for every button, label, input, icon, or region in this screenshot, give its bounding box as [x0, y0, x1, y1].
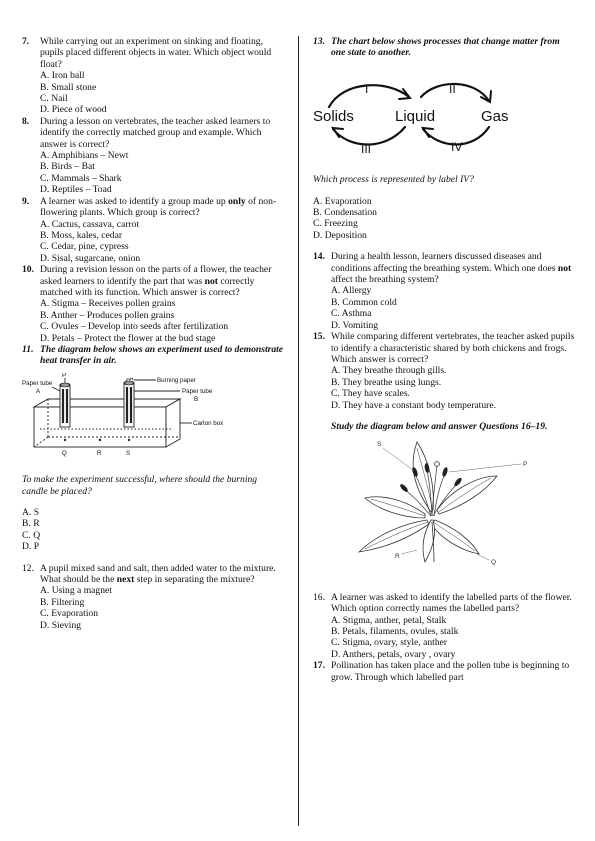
question-text: [40, 563, 284, 586]
heat-transfer-diagram: [22, 373, 284, 467]
question-7: [22, 36, 284, 116]
option-c[interactable]: C. They have scales.: [331, 388, 410, 400]
label-gas: Gas: [481, 107, 509, 125]
label-solids: Solids: [313, 107, 354, 125]
option-b[interactable]: B. Common cold: [331, 296, 397, 308]
question-text: A learner was asked to identify the labelled parts of the flower. Which option correctly names the labelled parts?: [331, 591, 572, 615]
option-d[interactable]: D. Deposition: [313, 229, 367, 241]
text-part: affect the breathing system?: [331, 274, 439, 286]
label-liquid: Liquid: [395, 107, 436, 125]
question-11: [22, 344, 284, 367]
label-paper-tube-b: Paper tube: [182, 387, 213, 395]
text-part: During a revision lesson on the parts of a flower, the teacher asked learners to identify the part that was: [40, 264, 272, 287]
option-d[interactable]: D. Anthers, petals, ovary , ovary: [331, 648, 456, 660]
question-number: 17.: [313, 660, 325, 672]
label-b: B: [194, 395, 199, 403]
option-d[interactable]: D. Piece of wood: [40, 104, 107, 116]
option-d[interactable]: D. Vomiting: [331, 319, 379, 331]
question-text: During a lesson on vertebrates, the teacher asked learners to identify the correctly matched group and example. Which answer is correct?: [40, 115, 271, 150]
question-13-prompt: Which process is represented by label IV?: [313, 174, 474, 186]
question-text: Pollination has taken place and the pollen tube is beginning to grow. Through which labelled part: [331, 660, 570, 683]
question-number: 13.: [313, 36, 325, 47]
left-column: [22, 36, 284, 631]
question-number: 10.: [22, 264, 34, 276]
label-p: P: [62, 372, 67, 379]
text-part: A pupil mixed sand and salt, then added water to the mixture. What should be the: [40, 562, 276, 586]
option-a[interactable]: A. They breathe through gills.: [331, 365, 447, 377]
option-a[interactable]: A. Amphibians – Newt: [40, 150, 129, 162]
option-c[interactable]: C. Mammals – Shark: [40, 172, 122, 184]
option-b[interactable]: B. Anther – Produces pollen grains: [40, 309, 175, 321]
label-p: P: [523, 461, 528, 469]
question-number: 9.: [22, 195, 30, 207]
text-part: correctly matched with its function. Which answer is correct?: [40, 275, 255, 298]
text-part: A learner was asked to identify a group made up: [40, 195, 229, 207]
question-16: [313, 592, 575, 660]
label-i: I: [365, 81, 369, 96]
option-a[interactable]: A. Iron ball: [40, 70, 85, 82]
option-c[interactable]: C. Asthma: [331, 308, 372, 320]
option-c[interactable]: C. Q: [22, 529, 41, 541]
option-d[interactable]: D. Sieving: [40, 619, 82, 631]
option-a[interactable]: A. Allergy: [331, 285, 372, 297]
option-b[interactable]: B. Birds – Bat: [40, 161, 95, 173]
label-s: S: [126, 449, 131, 457]
option-b[interactable]: B. Moss, kales, cedar: [40, 229, 123, 241]
question-text: While comparing different vertebrates, the teacher asked pupils to identify a characteristic shared by both chickens and frogs. Which answer is correct?: [331, 331, 575, 365]
question-13: [313, 36, 575, 59]
question-11-prompt: To make the experiment successful, where should the burning candle be placed?: [22, 474, 258, 497]
question-text: [40, 264, 284, 298]
question-number: 12.: [22, 562, 34, 574]
option-d[interactable]: D. P: [22, 541, 40, 553]
study-instruction: Study the diagram below and answer Questions 16–19.: [331, 420, 548, 432]
label-paper-tube-a: Paper tube: [22, 379, 53, 387]
option-d[interactable]: D. Sisal, sugarcane, onion: [40, 252, 141, 264]
question-15: [313, 331, 575, 411]
option-c[interactable]: C. Evaporation: [40, 608, 99, 620]
emphasis: next: [116, 574, 135, 586]
option-c[interactable]: C. Cedar, pine, cypress: [40, 241, 129, 253]
question-text: While carrying out an experiment on sinking and floating, pupils placed different objects in water. Which object would float?: [40, 36, 272, 70]
emphasis: not: [204, 275, 218, 287]
option-d[interactable]: D. They have a constant body temperature.: [331, 399, 496, 411]
question-17: [313, 660, 575, 683]
option-b[interactable]: B. Condensation: [313, 207, 377, 219]
label-iv: IV: [451, 139, 463, 154]
question-number: 11.: [22, 343, 34, 355]
option-a[interactable]: A. Stigma – Receives pollen grains: [40, 298, 176, 310]
option-b[interactable]: B. R: [22, 518, 40, 530]
label-r: R: [97, 449, 102, 457]
label-iii: III: [361, 141, 372, 156]
question-10: [22, 264, 284, 344]
question-9: [22, 196, 284, 264]
flower-diagram: [313, 436, 575, 566]
question-text: [40, 196, 284, 219]
question-number: 8.: [22, 115, 30, 127]
option-c[interactable]: C. Nail: [40, 93, 68, 105]
column-divider: [298, 36, 299, 826]
text-part: of non-flowering plants. Which group is correct?: [40, 195, 277, 219]
text-part: During a health lesson, learners discussed diseases and conditions affecting the breathing system. Which one does: [331, 251, 558, 274]
label-carton-box: Carton box: [193, 419, 224, 427]
option-a[interactable]: A. Stigma, anther, petal, Stalk: [331, 614, 447, 626]
option-c[interactable]: C. Freezing: [313, 218, 358, 230]
text-part: step in separating the mixture?: [134, 574, 255, 586]
question-number: 16.: [313, 591, 325, 603]
option-b[interactable]: B. They breathe using lungs.: [331, 376, 442, 388]
label-q: Q: [491, 559, 497, 567]
question-number: 15.: [313, 331, 325, 343]
question-text: The diagram below shows an experiment used to demonstrate heat transfer in air.: [40, 343, 284, 367]
option-b[interactable]: B. Filtering: [40, 596, 85, 608]
question-number: 14.: [313, 251, 325, 263]
emphasis: only: [228, 195, 246, 207]
label-q: Q: [62, 449, 67, 457]
emphasis: not: [557, 262, 572, 274]
option-a[interactable]: A. S: [22, 507, 40, 518]
label-s: S: [377, 441, 382, 449]
question-14: [313, 251, 575, 331]
label-burning-paper: Burning paper: [157, 376, 196, 384]
question-number: 7.: [22, 36, 30, 47]
question-text: The chart below shows processes that change matter from one state to another.: [331, 36, 560, 59]
label-ii: II: [449, 81, 456, 96]
question-text: [331, 251, 575, 285]
option-d[interactable]: D. Reptiles – Toad: [40, 184, 112, 196]
option-b[interactable]: B. Small stone: [40, 81, 97, 93]
question-12: [22, 563, 284, 631]
option-c[interactable]: C. Stigma, ovary, style, anther: [331, 637, 448, 649]
option-a[interactable]: A. Using a magnet: [40, 585, 112, 597]
option-d[interactable]: D. Petals – Protect the flower at the bud stage: [40, 332, 216, 344]
states-of-matter-diagram: [313, 67, 575, 163]
option-b[interactable]: B. Petals, filaments, ovules, stalk: [331, 625, 459, 637]
label-a: A: [36, 387, 41, 395]
option-c[interactable]: C. Ovules – Develop into seeds after fertilization: [40, 321, 229, 333]
label-r: R: [395, 553, 400, 561]
question-8: [22, 116, 284, 196]
option-a[interactable]: A. Cactus, cassava, carrot: [40, 218, 140, 230]
right-column: [313, 36, 575, 683]
option-a[interactable]: A. Evaporation: [313, 195, 372, 207]
